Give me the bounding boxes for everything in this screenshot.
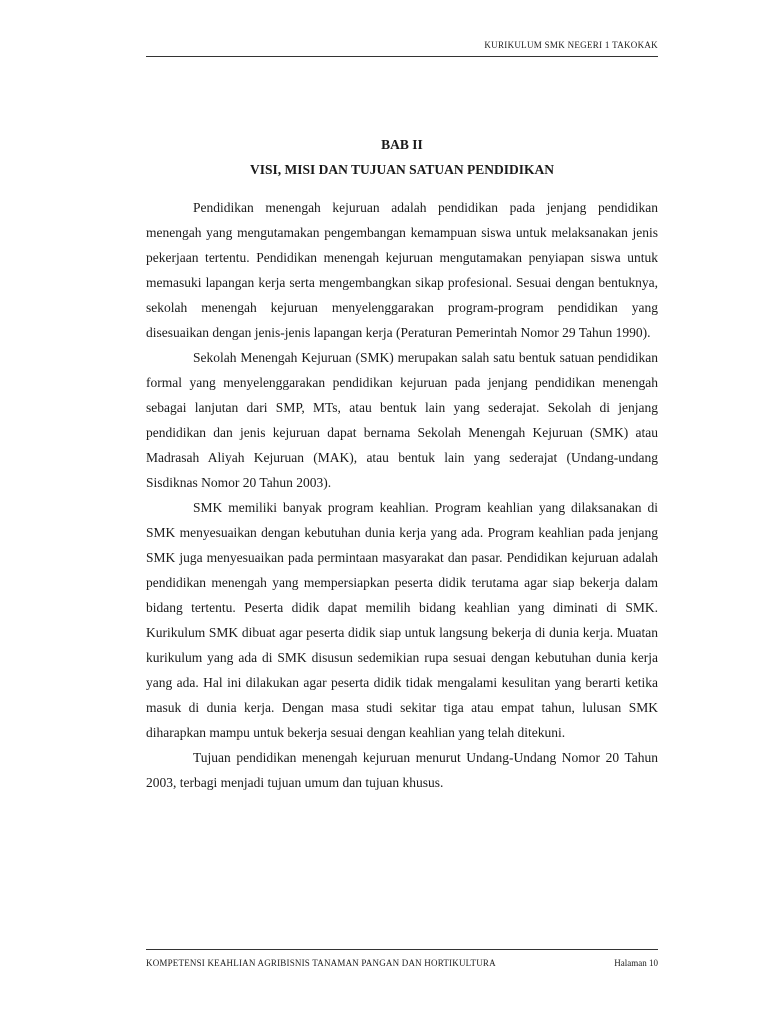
header-divider <box>146 56 658 57</box>
chapter-title: VISI, MISI DAN TUJUAN SATUAN PENDIDIKAN <box>249 162 555 177</box>
body-text <box>146 195 658 795</box>
paragraph: SMK memiliki banyak program keahlian. Program keahlian yang dilaksanakan di SMK menyesuaikan dengan kebutuhan dunia kerja yang ada. Program keahlian pada jenjang SMK juga menyesuaikan pada permintaan masyarakat dan pasar. Pendidikan kejuruan adalah pendidikan menengah yang mempersiapkan peserta didik terutama agar siap bekerja dalam bidang tertentu. Peserta didik dapat memilih bidang keahlian yang diminati di SMK. Kurikulum SMK dibuat agar peserta didik siap untuk langsung bekerja di dunia kerja. Muatan kurikulum yang ada di SMK disusun sedemikian rupa sesuai dengan kebutuhan dunia kerja yang ada. Hal ini dilakukan agar peserta didik tidak mengalami kesulitan yang berarti ketika masuk di dunia kerja. Dengan masa studi sekitar tiga atau empat tahun, lulusan SMK diharapkan mampu untuk bekerja sesuai dengan keahlian yang telah ditekuni. <box>146 500 658 740</box>
paragraph: Pendidikan menengah kejuruan adalah pendidikan pada jenjang pendidikan menengah yang mengutamakan pengembangan kemampuan siswa untuk melaksanakan jenis pekerjaan tertentu. Pendidikan menengah kejuruan mengutamakan penyiapan siswa untuk memasuki lapangan kerja serta mengembangkan sikap profesional. Sesuai dengan bentuknya, sekolah menengah kejuruan menyelenggarakan program-program pendidikan yang disesuaikan dengan jenis-jenis lapangan kerja (Peraturan Pemerintah Nomor 29 Tahun 1990). <box>146 200 658 340</box>
paragraph: Sekolah Menengah Kejuruan (SMK) merupakan salah satu bentuk satuan pendidikan formal yang menyelenggarakan pendidikan kejuruan pada jenjang pendidikan menengah sebagai lanjutan dari SMP, MTs, atau bentuk lain yang sederajat. Sekolah di jenjang pendidikan dan jenis kejuruan dapat bernama Sekolah Menengah Kejuruan (SMK) atau Madrasah Aliyah Kejuruan (MAK), atau bentuk lain yang sederajat (Undang-undang Sisdiknas Nomor 20 Tahun 2003). <box>146 350 658 490</box>
chapter-label: BAB II <box>381 137 423 152</box>
paragraph: Tujuan pendidikan menengah kejuruan menurut Undang-Undang Nomor 20 Tahun 2003, terbagi menjadi tujuan umum dan tujuan khusus. <box>146 750 658 790</box>
page-number: Halaman 10 <box>614 958 658 968</box>
footer-program: KOMPETENSI KEAHLIAN AGRIBISNIS TANAMAN PANGAN DAN HORTIKULTURA <box>146 958 496 968</box>
footer-divider <box>146 949 658 950</box>
running-header: KURIKULUM SMK NEGERI 1 TAKOKAK <box>484 40 658 50</box>
